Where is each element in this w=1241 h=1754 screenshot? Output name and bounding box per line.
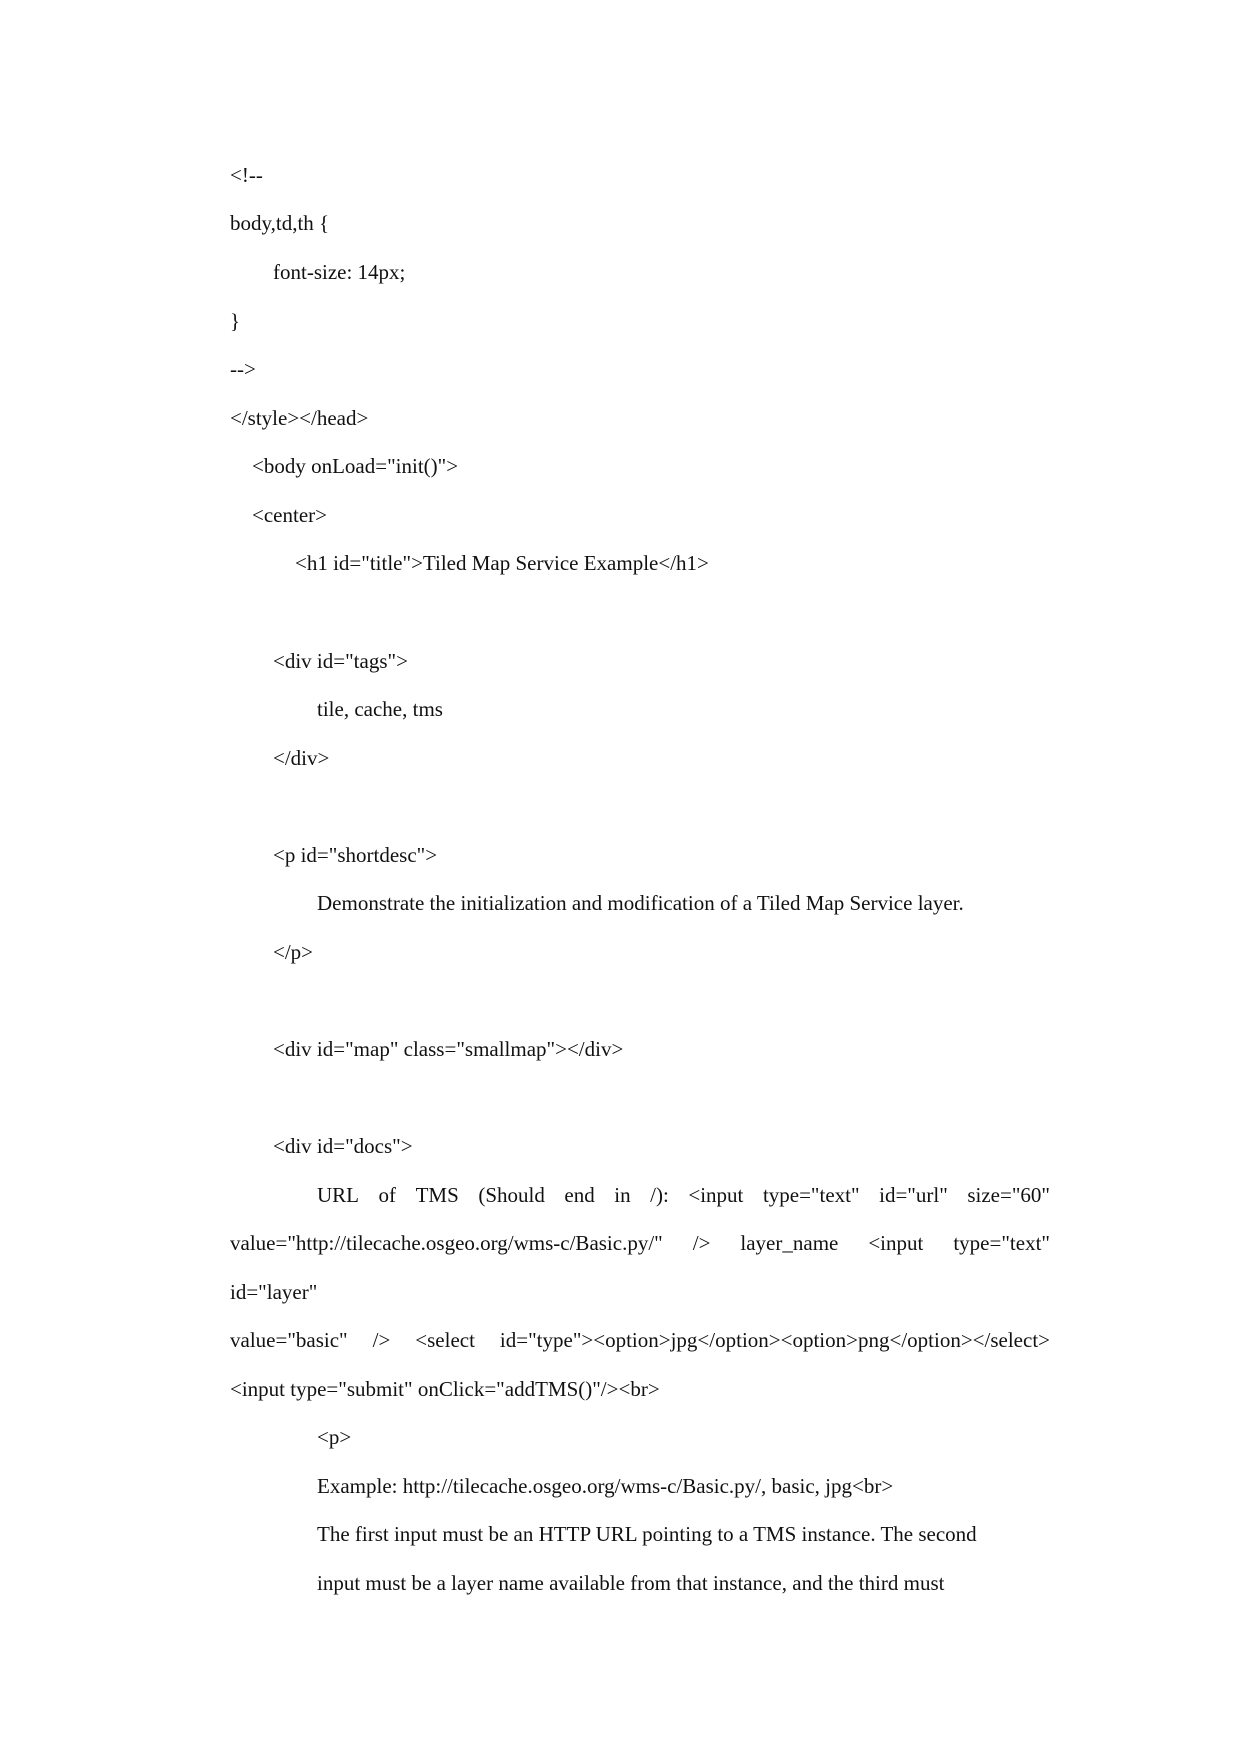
code-line: <!-- [230,163,263,187]
code-line: <center> [252,503,327,527]
code-line: <div id="docs"> [273,1134,413,1158]
code-word: (Should [478,1183,545,1207]
code-word: end [564,1183,595,1207]
code-line: body,td,th { [230,211,330,235]
code-line: <div id="map" class="smallmap"></div> [273,1037,624,1061]
code-line: Demonstrate the initialization and modification of a Tiled Map Service layer. [317,891,964,915]
code-line: <input type="submit" onClick="addTMS()"/><br> [230,1377,660,1401]
code-word: /> [692,1231,711,1255]
code-word: size="60" [967,1183,1050,1207]
code-word: id="type"><option>jpg</option><option>png</option></select> [499,1328,1050,1352]
code-line: id="layer" [230,1280,318,1304]
code-line: tile, cache, tms [317,697,443,721]
code-word: value="basic" [230,1328,348,1352]
code-word: layer_name [740,1231,839,1255]
code-line-justified [230,1325,1050,1355]
code-word: type="text" [953,1231,1050,1255]
code-line: Example: http://tilecache.osgeo.org/wms-c/Basic.py/, basic, jpg<br> [317,1474,894,1498]
code-word: <select [415,1328,475,1352]
code-word: id="url" [879,1183,948,1207]
code-line: The first input must be an HTTP URL pointing to a TMS instance. The second [317,1522,977,1546]
code-line: <h1 id="title">Tiled Map Service Example</h1> [295,551,709,575]
code-word: /> [372,1328,391,1352]
code-line: <p id="shortdesc"> [273,843,438,867]
code-word: TMS [415,1183,459,1207]
code-word: /): [650,1183,669,1207]
code-line-justified [317,1180,1050,1210]
code-word: <input [868,1231,924,1255]
code-line: </div> [273,746,330,770]
code-line: <div id="tags"> [273,649,408,673]
code-line: </p> [273,940,314,964]
code-line: <body onLoad="init()"> [252,454,459,478]
code-word: value="http://tilecache.osgeo.org/wms-c/Basic.py/" [230,1231,663,1255]
code-word: <input [688,1183,744,1207]
code-line-justified [230,1228,1050,1258]
code-line: font-size: 14px; [273,260,406,284]
code-line: <p> [317,1425,352,1449]
code-word: of [378,1183,397,1207]
code-word: type="text" [762,1183,860,1207]
code-word: URL [317,1183,359,1207]
code-line: </style></head> [230,406,369,430]
code-line: input must be a layer name available from that instance, and the third must [317,1571,945,1595]
code-line: } [230,309,241,333]
code-line: --> [230,357,256,381]
code-word: in [614,1183,631,1207]
